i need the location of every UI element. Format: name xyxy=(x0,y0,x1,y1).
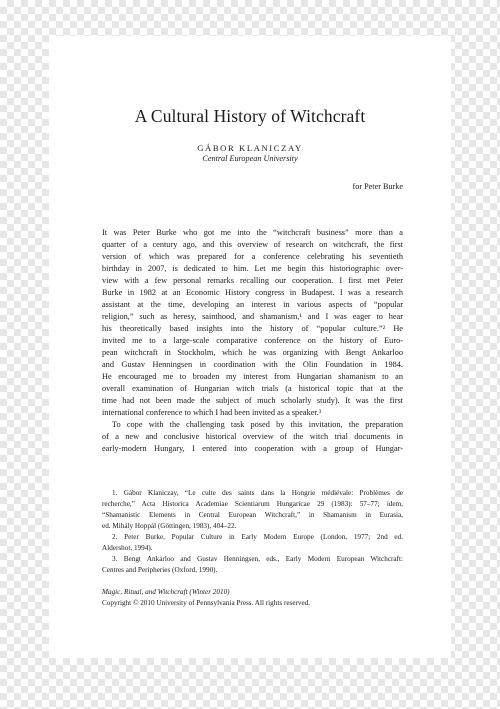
journal-citation: Magic, Ritual, and Witchcraft (Winter 2010) xyxy=(102,588,230,596)
body-text-line: religion,” such as heresy, sainthood, and shamanism,¹ and I was eager to hear xyxy=(102,312,403,321)
body-text-line: time had not been made the subject of much scholarly study). It was the first xyxy=(102,396,403,405)
body-text-line: overall examination of Hungarian witch trials (a historical topic that at the xyxy=(102,384,403,393)
body-text-line: assistant at the time, developing an interest in various aspects of “popular xyxy=(102,300,403,309)
footnote-line: 1. Gábor Klaniczay, “Le culte des saints dans la Hongrie médiévale: Problèmes de xyxy=(112,489,403,497)
document-page xyxy=(49,36,451,658)
author-affiliation: Central European University xyxy=(202,154,298,163)
footnote-line: recherche,” Acta Historica Academiae Scientiarum Hungaricae 29 (1983): 57–77; idem, xyxy=(102,500,403,508)
body-text-line: Burke in 1982 at an Economic History congress in Budapest. I was a research xyxy=(102,288,403,297)
body-text-line: To cope with the challenging task posed by this invitation, the preparation xyxy=(112,420,403,429)
footnote-line: 3. Bengt Ankarloo and Gustav Henningsen, eds., Early Modern European Witchcraft: xyxy=(112,555,403,563)
body-text-line: international conference to which I had been invited as a speaker.³ xyxy=(102,408,322,417)
body-text-line: and Gustav Henningsen in coordination with the Olin Foundation in 1984. xyxy=(102,360,403,369)
footnote-line: ed. Mihály Hoppál (Göttingen, 1983), 404–22. xyxy=(102,522,237,530)
body-text-line: birthday in 2007, is dedicated to him. Let me begin this historiographic over- xyxy=(102,264,403,273)
article-title: A Cultural History of Witchcraft xyxy=(134,106,366,126)
body-text-line: He encouraged me to broaden my interest from Hungarian shamanism to an xyxy=(102,372,403,381)
body-text-line: early-modern Hungary, I entered into cooperation with a group of Hungar- xyxy=(102,444,403,453)
dedication: for Peter Burke xyxy=(352,182,403,191)
author-name: GÁBOR KLANICZAY xyxy=(197,143,303,153)
copyright-notice: Copyright © 2010 University of Pennsylvania Press. All rights reserved. xyxy=(102,599,311,607)
body-text-line: invited me to a large-scale comparative conference on the history of Euro- xyxy=(102,336,403,345)
body-text-line: of a new and conclusive historical overview of the witch trial documents in xyxy=(102,432,403,441)
footnote-line: Centres and Peripheries (Oxford, 1990). xyxy=(102,566,218,574)
body-text-line: his theoretically based insights into the history of “popular culture.”² He xyxy=(102,324,403,333)
footnote-line: “Shamanistic Elements in Central European Witchcraft,” in Shamanism in Eurasia, xyxy=(102,511,403,519)
body-text-line: quarter of a century ago, and this overview of research on witchcraft, the first xyxy=(102,240,403,249)
body-text-line: view with a few personal remarks recalling our cooperation. I first met Peter xyxy=(102,276,403,285)
body-text-line: pean witchcraft in Stockholm, which he was organizing with Bengt Ankarloo xyxy=(102,348,403,357)
body-text-line: It was Peter Burke who got me into the “witchcraft business” more than a xyxy=(102,228,403,237)
footnote-line: Aldershot, 1994). xyxy=(102,544,153,552)
body-text-line: version of which was prepared for a conference celebrating his seventieth xyxy=(102,252,403,261)
footnote-line: 2. Peter Burke, Popular Culture in Early Modern Europe (London, 1977; 2nd ed. xyxy=(112,533,403,541)
